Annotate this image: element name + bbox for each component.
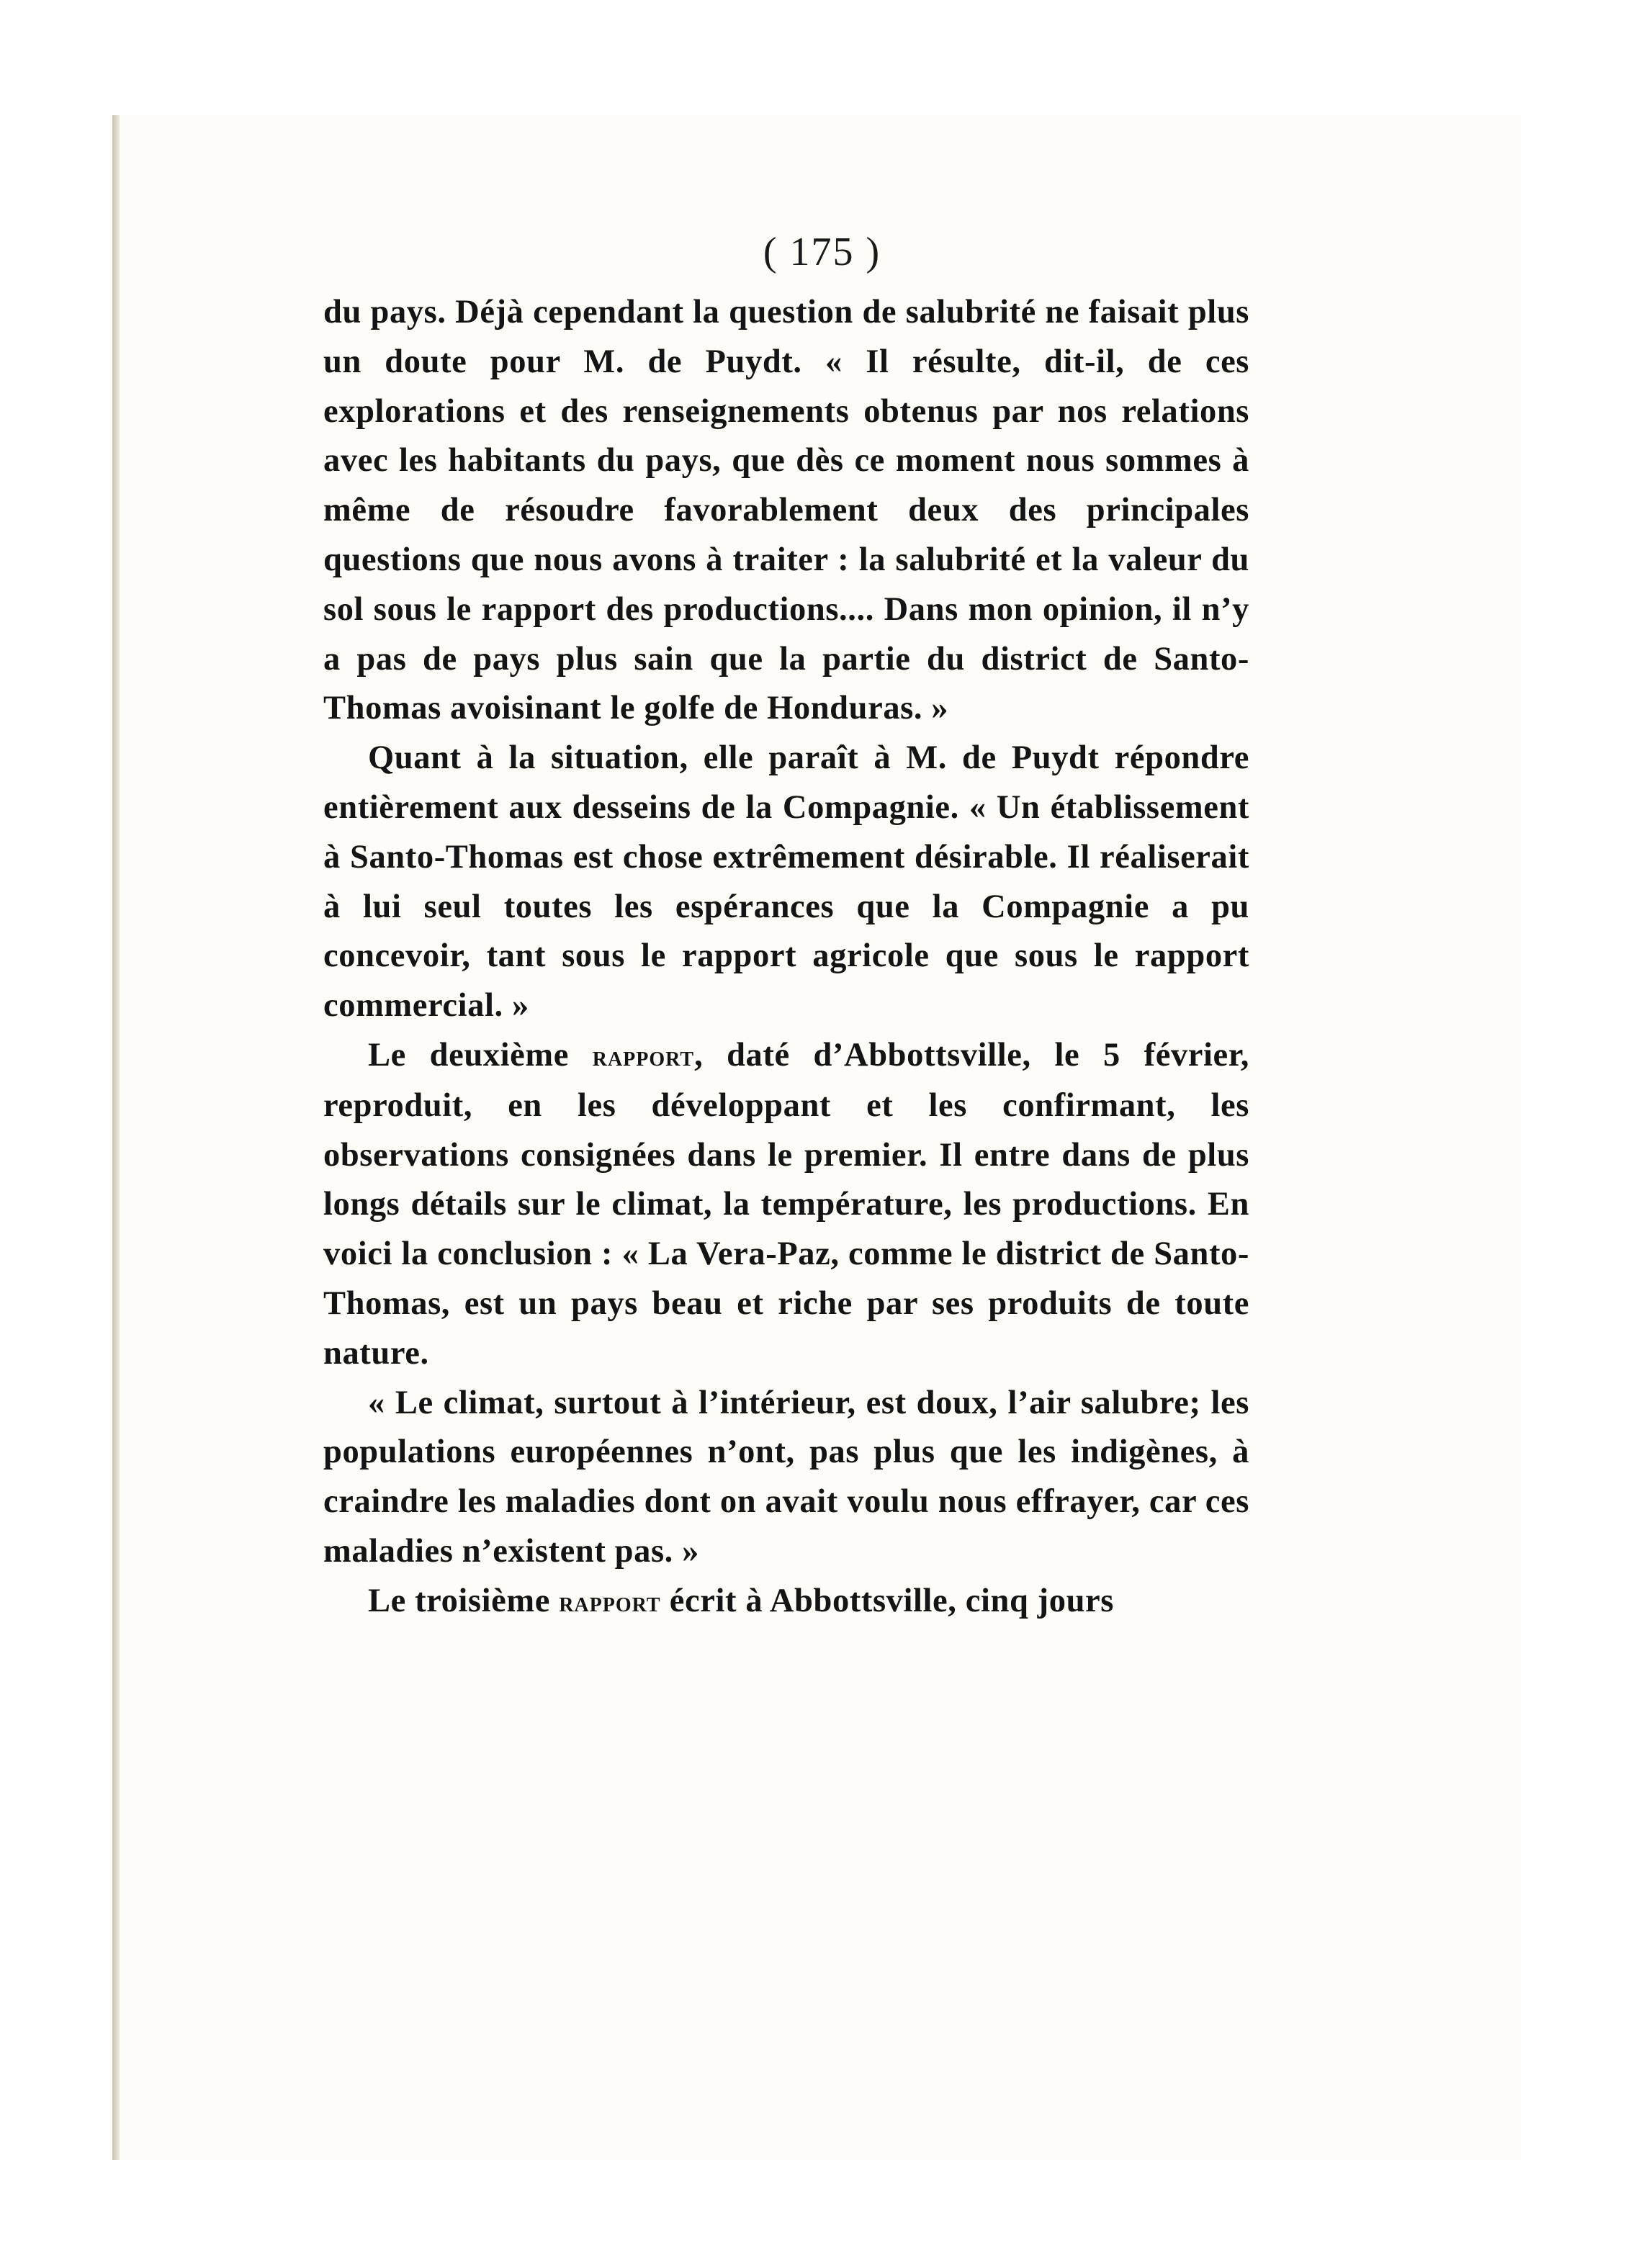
- paragraph-5-rest: écrit à Abbottsville, cinq jours: [669, 1582, 1114, 1619]
- paragraph-3: [323, 1031, 1249, 1379]
- paragraph-5: [323, 1577, 1249, 1627]
- paragraph-3-rest: , daté d’Abbottsville, le 5 février, reproduit, en les développant et les confirmant, les observations consignées dans le premier. Il entre dans de plus longs détails sur le climat, la température, les productions. En voici la conclusion : « La Vera-Paz, comme le district de Santo-Thomas, est un pays beau et riche par ses produits de toute nature.: [323, 1036, 1249, 1372]
- paragraph-3-lead: Le deuxième: [368, 1036, 569, 1074]
- paragraph-5-lead: Le troisième: [368, 1582, 550, 1619]
- paragraph-4: « Le climat, surtout à l’intérieur, est doux, l’air salubre; les populations européennes n’ont, pas plus que les indigènes, à craindre les maladies dont on avait voulu nous effrayer, car ces maladies n’existent pas. »: [323, 1384, 1249, 1570]
- paragraph-1: du pays. Déjà cependant la question de salubrité ne faisait plus un doute pour M. de Puydt. « Il résulte, dit-il, de ces explorations et des renseignements obtenus par nos relations avec les habitants du pays, que dès ce moment nous sommes à même de résoudre favorablement deux des principales questions que nous avons à traiter : la salubrité et la valeur du sol sous le rapport des productions.... Dans mon opinion, il n’y a pas de pays plus sain que la partie du district de Santo-Thomas avoisinant le golfe de Honduras. »: [323, 294, 1249, 727]
- page-binding-edge: [112, 115, 120, 2160]
- paragraph-2: Quant à la situation, elle paraît à M. de Puydt répondre entièrement aux desseins de la Compagnie. « Un établissement à Santo-Thomas est chose extrêmement désirable. Il réaliserait à lui seul toutes les espérances que la Compagnie a pu concevoir, tant sous le rapport agricole que sous le rapport commercial. »: [323, 739, 1249, 1025]
- rapport-small-caps: rapport: [559, 1585, 661, 1618]
- rapport-small-caps: rapport: [592, 1039, 695, 1072]
- body-text: [323, 288, 1249, 1627]
- page-number: ( 175 ): [763, 230, 881, 274]
